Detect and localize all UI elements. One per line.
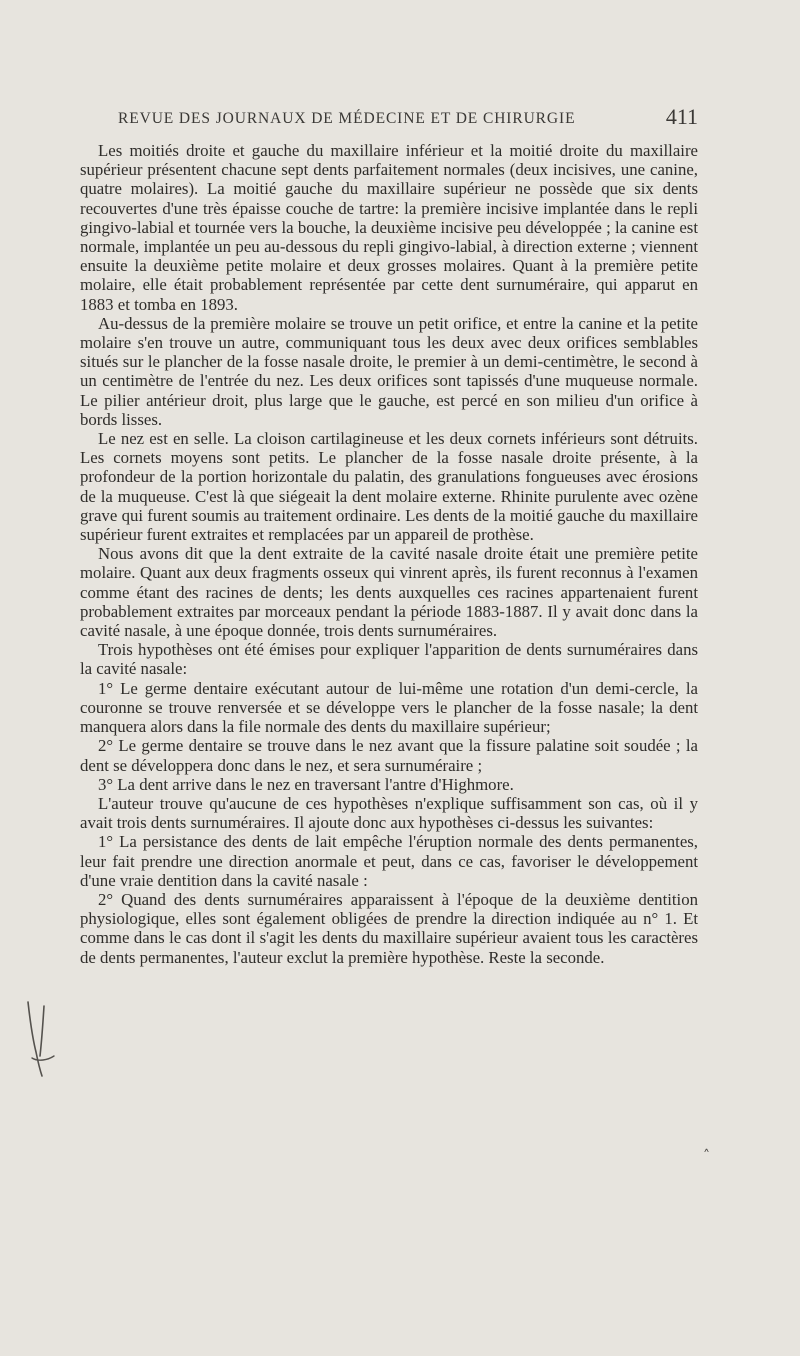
body-text (80, 141, 698, 967)
paragraph: Trois hypothèses ont été émises pour expliquer l'apparition de dents surnuméraires dans la cavité nasale: (80, 640, 698, 679)
paragraph: Le nez est en selle. La cloison cartilagineuse et les deux cornets inférieurs sont détruits. Les cornets moyens sont petits. Le plancher de la fosse nasale droite présente, à la profondeur de la portion horizontale du palatin, des granulations fongueuses avec érosions de la muqueuse. C'est là que siégeait la dent molaire externe. Rhinite purulente avec ozène grave qui furent soumis au traitement ordinaire. Les dents de la moitié gauche du maxillaire supérieur furent extraites et remplacées par un appareil de prothèse. (80, 429, 698, 545)
paragraph: Au-dessus de la première molaire se trouve un petit orifice, et entre la canine et la petite molaire s'en trouve un autre, communiquant tous les deux avec deux orifices semblables situés sur le plancher de la fosse nasale droite, le premier à un demi-centimètre, le second à un centimètre de l'entrée du nez. Les deux orifices sont tapissés d'une muqueuse normale. Le pilier antérieur droit, plus large que le gauche, est percé en son milieu d'un orifice à bords lisses. (80, 313, 698, 429)
page-number: 411 (665, 104, 698, 129)
paragraph: 2° Quand des dents surnuméraires apparaissent à l'époque de la deuxième dentition physiologique, elles sont également obligées de prendre la direction indiquée au n° 1. Et comme dans le cas dont il s'agit les dents du maxillaire supérieur avaient tous les caractères de dents permanentes, l'auteur exclut la première hypothèse. Reste la seconde. (80, 889, 698, 967)
margin-tick-mark: ˄ (703, 1148, 710, 1164)
paragraph: L'auteur trouve qu'aucune de ces hypothèses n'explique suffisamment son cas, où il y avait trois dents surnuméraires. Il ajoute donc aux hypothèses ci-dessus les suivantes: (80, 793, 698, 833)
paragraph: Nous avons dit que la dent extraite de la cavité nasale droite était une première petite molaire. Quant aux deux fragments osseux qui vinrent après, ils furent reconnus à l'examen comme étant des racines de dents; les dents auxquelles ces racines appartenaient furent probablement extraites par morceaux pendant la période 1883-1887. Il y avait donc dans la cavité nasale, à une époque donnée, trois dents surnuméraires. (80, 544, 698, 641)
paragraph: Les moitiés droite et gauche du maxillaire inférieur et la moitié droite du maxillaire supérieur présentent chacune sept dents parfaitement normales (deux incisives, une canine, quatre molaires). La moitié gauche du maxillaire supérieur ne possède que six dents recouvertes d'une très épaisse couche de tartre: la première incisive implantée dans le repli gingivo-labial et tournée vers la bouche, la deuxième incisive peu développée ; la canine est normale, implantée un peu au-dessous du repli gingivo-labial, à direction externe ; viennent ensuite la deuxième petite molaire et deux grosses molaires. Quant à la première petite molaire, elle était probablement représentée par cette dent surnuméraire, qui apparut en 1883 et tomba en 1893. (80, 141, 698, 314)
paragraph: 3° La dent arrive dans le nez en traversant l'antre d'Highmore. (98, 774, 514, 794)
handwritten-margin-mark (22, 1000, 56, 1078)
paragraph: 1° La persistance des dents de lait empêche l'éruption normale des dents permanentes, leur fait prendre une direction anormale et peut, dans ce cas, favoriser le développement d'une vraie dentition dans la cavité nasale : (80, 832, 698, 890)
running-head: REVUE DES JOURNAUX DE MÉDECINE ET DE CHIRURGIE (118, 110, 576, 127)
paragraph: 2° Le germe dentaire se trouve dans le nez avant que la fissure palatine soit soudée ; la dent se développera donc dans le nez, et sera surnuméraire ; (80, 736, 698, 775)
page-header (118, 104, 698, 134)
paragraph: 1° Le germe dentaire exécutant autour de lui-même une rotation d'un demi-cercle, la couronne se trouve renversée et se développe vers le plancher de la fosse nasale; la dent manquera alors dans la file normale des dents du maxillaire supérieur; (80, 678, 698, 737)
